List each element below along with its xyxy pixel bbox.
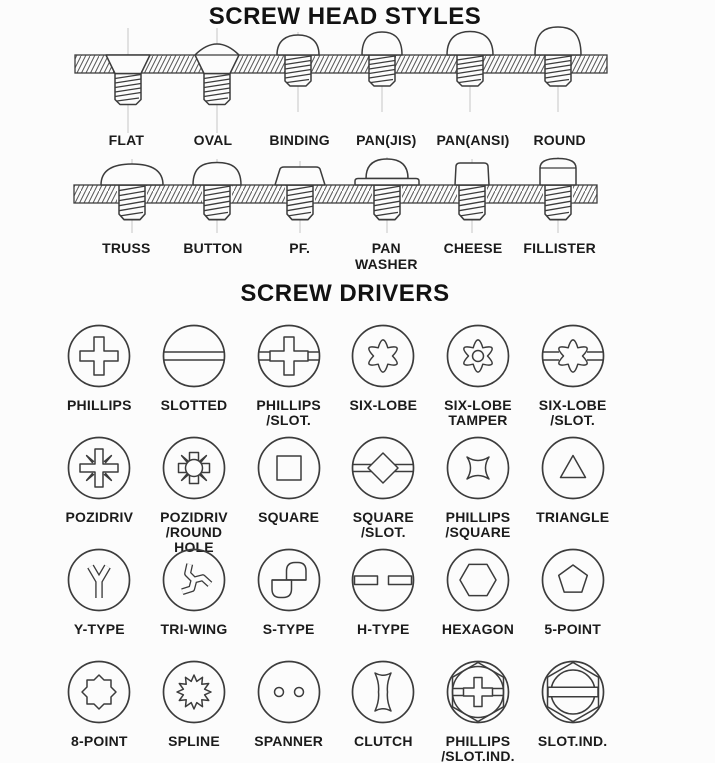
head-label-pf: PF. [289,240,311,256]
oval-head-screw [195,44,239,105]
tri-wing-icon [159,545,229,615]
driver-item-pozidriv-round-hole: POZIDRIV /ROUND HOLE [147,433,242,555]
8-point-icon [64,657,134,727]
head-label-truss: TRUSS [102,240,151,256]
spline-icon [159,657,229,727]
square-icon [254,433,324,503]
driver-item-phillips [52,321,147,428]
phillips-icon [64,321,134,391]
driver-item-six-lobe: SIX-LOBE [336,321,431,428]
driver-item-pozidriv: POZIDRIV [52,433,147,555]
head-label-round: ROUND [533,132,586,148]
driver-item-six-lobe-tamper: SIX-LOBE TAMPER [431,321,526,428]
y-type-icon [64,545,134,615]
six-lobe-icon [348,321,418,391]
hexagon-icon [443,545,513,615]
head-row2-labels [83,240,603,272]
driver-item-tri-wing: TRI-WING [147,545,242,637]
driver-item-h-type: H-TYPE [336,545,431,637]
drivers-row-2 [52,433,620,555]
driver-item-phillips-square: PHILLIPS /SQUARE [431,433,526,555]
driver-item-six-lobe-slot: SIX-LOBE /SLOT. [525,321,620,428]
driver-item-s-type: S-TYPE [241,545,336,637]
head-label-pan-washer: PAN WASHER [354,240,418,272]
phillips-slot-ind-icon [443,657,513,727]
head-label-binding: BINDING [269,132,330,148]
head-label-oval: OVAL [193,132,233,148]
s-type-icon [254,545,324,615]
head-label-button: BUTTON [183,240,243,256]
cheese-head-screw [455,163,489,220]
driver-item-clutch: CLUTCH [336,657,431,763]
driver-label: PHILLIPS [67,397,132,413]
driver-label: SLOTTED [160,397,228,413]
driver-item-spline: SPLINE [147,657,242,763]
driver-item-5-point: 5-POINT [525,545,620,637]
six-lobe-tamper-icon [443,321,513,391]
pozidriv-icon [64,433,134,503]
driver-item-square: SQUARE [241,433,336,555]
phillips-square-icon [443,433,513,503]
six-lobe-slot-icon [538,321,608,391]
hatched-plate [74,185,597,203]
5-point-icon [538,545,608,615]
spanner-icon [254,657,324,727]
driver-item-phillips-slot-ind: PHILLIPS /SLOT.IND. [431,657,526,763]
flat-head-screw [106,55,150,105]
h-type-icon [348,545,418,615]
section-title-drivers: SCREW DRIVERS [240,280,450,307]
driver-item-phillips-slot: PHILLIPS /SLOT. [241,321,336,428]
driver-item-slot-ind: SLOT.IND. [525,657,620,763]
square-slot-icon [348,433,418,503]
head-label-cheese: CHEESE [443,240,503,256]
driver-item-triangle: TRIANGLE [525,433,620,555]
head-row1-labels [83,132,603,148]
driver-item-spanner: SPANNER [241,657,336,763]
head-label-fillister: FILLISTER [523,240,596,256]
head-label-pan-ansi: PAN(ANSI) [436,132,510,148]
slotted-icon [159,321,229,391]
page-title: SCREW HEAD STYLES [208,3,482,30]
slot-ind-icon [538,657,608,727]
head-label-flat: FLAT [108,132,145,148]
driver-item-y-type: Y-TYPE [52,545,147,637]
driver-item-hexagon: HEXAGON [431,545,526,637]
hatched-plate [75,55,607,73]
driver-item-slotted [147,321,242,428]
pozidriv-round-hole-icon [159,433,229,503]
head-label-pan-jis: PAN(JIS) [356,132,417,148]
phillips-slot-icon [254,321,324,391]
clutch-icon [348,657,418,727]
fillister-head-screw [540,159,576,220]
triangle-icon [538,433,608,503]
driver-item-8-point: 8-POINT [52,657,147,763]
driver-item-square-slot: SQUARE /SLOT. [336,433,431,555]
drivers-row-1 [52,321,620,428]
drivers-row-3 [52,545,620,637]
drivers-row-4 [52,657,620,763]
